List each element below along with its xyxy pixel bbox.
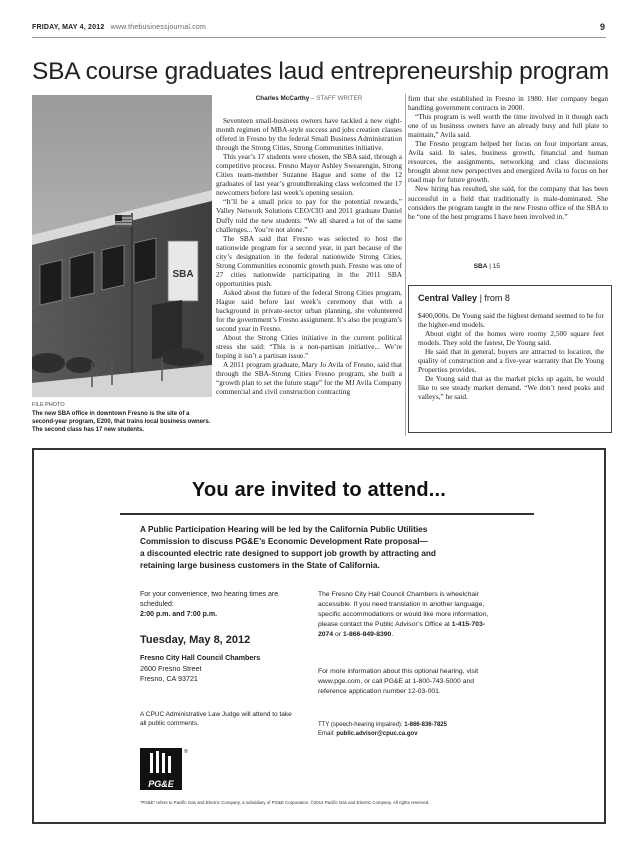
ad-footer-legal: “PG&E” refers to Pacific Gas and Electric Company, a subsidiary of PG&E Corporation. ©2012 Pacific Gas and Electric Company. All rights reserved. xyxy=(140,800,430,805)
ad-title-rule xyxy=(120,513,534,515)
paragraph: About the Strong Cities initiative in the current political stress she said: “This is a non-partisan initiative... We’re hoping it isn’t a partisan issue.” xyxy=(216,333,402,361)
sba-sign-text: SBA xyxy=(172,269,194,280)
website-link[interactable]: www.pge.com xyxy=(318,678,361,685)
paragraph: firm that she established in Fresno in 1980. Her company began handling government contracts in 2000. xyxy=(408,94,608,113)
photo-caption: The new SBA office in downtown Fresno is the site of a second-year program, E200, that trains local business owners. The second class has 17 new students. xyxy=(32,411,211,433)
paragraph: Asked about the future of the federal Strong Cities program, Hague said before last week’s ceremony that with a background in private-sector urban planning, she volunteered for the government’s Fresno assignment. It’s also the program’s second year in Fresno. xyxy=(216,287,402,334)
phone-link-2[interactable]: 1-866-849-8390 xyxy=(342,631,392,638)
header-rule xyxy=(32,37,606,38)
paragraph: “This program is well worth the time involved in it though each one of us business owners have an already busy and full plate to maintain,” Avila said. xyxy=(408,112,608,140)
reference-text: and reference application number 12-03-001. xyxy=(318,678,475,695)
ad-lead-line: a discounted electric rate designed to support job growth by attracting and xyxy=(140,548,436,558)
contact-lines xyxy=(318,721,498,738)
phone-link-1[interactable]: 1-415-703-2074 xyxy=(318,621,486,638)
paragraph: De Young said that as the market picks up again, he would like to see steady market demand. “We don’t need peaks and valleys,” he said. xyxy=(418,374,604,402)
page-header-date xyxy=(32,24,206,31)
venue-name: Fresno City Hall Council Chambers xyxy=(140,653,261,662)
hearing-address xyxy=(140,653,260,685)
ad-lead-line: Commission to discuss PG&E’s Economic Development Rate proposal— xyxy=(140,536,428,546)
column-divider xyxy=(405,94,406,436)
ad-title: You are invited to attend... xyxy=(191,479,447,501)
paragraph: New hiring has resulted, she said, for the company that has been successful in a field that traditionally is male-dominated. She considers the program taught in the new Fresno office of the SBA to be “one of the best programs I have been involved in.” xyxy=(408,184,608,221)
jump-page: | 15 xyxy=(489,263,500,270)
article-column-1 xyxy=(216,116,402,396)
paragraph: A 2011 program graduate, Mary Jo Avila of Fresno, said that through the SBA-Strong Cities Fresno program, she built a “growth plan to set the future stage” for the MJ Avila Company commercial and civil construction contracting xyxy=(216,360,402,397)
ad-lead-line: A Public Participation Hearing will be led by the California Public Utilities xyxy=(140,524,428,534)
times-value: 2:00 p.m. and 7:00 p.m. xyxy=(140,611,218,618)
email-link[interactable]: public.advisor@cpuc.ca.gov xyxy=(336,730,418,737)
photo-credit: FILE PHOTO xyxy=(32,402,65,408)
ad-lead-line: retaining large business customers in the State of California. xyxy=(140,560,380,570)
pge-logo-text: PG&E xyxy=(148,779,174,789)
access-note: The Fresno City Hall Council Chambers is wheelchair accessible. If you need translation in another language, specific accommodations or would like more information, please contact the Public Advisor’s Office at xyxy=(318,591,489,628)
or-text: or xyxy=(335,631,342,638)
judge-note: A CPUC Administrative Law Judge will attend to take all public comments. xyxy=(140,711,292,727)
sba-building-image xyxy=(32,95,212,397)
paragraph: About eight of the homes were roomy 2,500 square feet models. They sold the fastest, De Young said. xyxy=(418,329,604,348)
ad-lead-text xyxy=(140,523,520,571)
paragraph: Seventeen small-business owners have tackled a new eight-month regimen of MBA-style success and jobs creation classes offered in Fresno by the federal Small Business Administration through the Strong Cities, Strong Communities initiative. xyxy=(216,116,402,153)
continued-jump[interactable] xyxy=(408,263,608,270)
call-text: , or call PG&E at xyxy=(360,678,411,685)
paragraph: “It’ll be a small price to pay for the potential rewards,” Valley Network Solutions CEO/CIO and 2011 graduate Daniel Duffy told the new students. “We all shared a lot of the same challenges... You’re not alone.” xyxy=(216,197,402,234)
accessibility-info: The Fresno City Hall Council Chambers is wheelchair accessible. If you need translation in another language, specific accommodations or would like more information, please contact the Public Advisor’s Office at 1-415-703-2074 or 1-866-849-8390. xyxy=(318,591,489,638)
story-from: | from 8 xyxy=(479,293,510,303)
times-intro: For your convenience, two hearing times are scheduled: xyxy=(140,591,279,608)
building-photo xyxy=(32,95,212,397)
email-label: Email: xyxy=(318,730,335,737)
site-url[interactable]: www.thebusinessjournal.com xyxy=(110,24,207,31)
page-number: 9 xyxy=(599,22,605,32)
venue-street: 2600 Fresno Street xyxy=(140,663,202,673)
registered-mark: ® xyxy=(184,749,188,755)
issue-date: FRIDAY, MAY 4, 2012 xyxy=(32,24,105,31)
paragraph: He said that in general, buyers are attracted to location, the quality of construction and a five-year warranty that De Young Properties provides. xyxy=(418,347,604,375)
venue-city: Fresno, CA 93721 xyxy=(140,674,198,683)
info-intro: For more information about this optional hearing, visit xyxy=(318,668,479,675)
author-role: – STAFF WRITER xyxy=(310,95,363,102)
paragraph: The Fresno program helped her focus on four important areas, Avila said. In sales, business growth, financial and human resources, the assignments, networking and class discussions brought about new perspectives and energized Avila to focus on her road map for future growth. xyxy=(408,139,608,185)
tty-label: TTY (speech-hearing impaired): xyxy=(318,722,403,728)
continued-story-title xyxy=(418,293,510,303)
hearing-times xyxy=(140,590,305,620)
continued-story-text xyxy=(418,311,604,401)
phone-link-3[interactable]: 1-800-743-5000 xyxy=(412,678,461,685)
jump-label: SBA xyxy=(473,263,488,270)
tty-number[interactable]: 1-866-836-7825 xyxy=(404,722,447,728)
paragraph: The SBA said that Fresno was selected to host the nationwide program for a second year, in part because of the city’s designation in the federal nationwide Strong Cities, Strong Communities economic growth push. Fresno was one of 27 cities nationwide participating in the 2011 SBA opportunities push. xyxy=(216,233,402,288)
flag-icon xyxy=(115,215,132,227)
more-info xyxy=(318,667,498,697)
author-name: Charles McCarthy xyxy=(255,95,310,102)
paragraph: This year’s 17 students were chosen, the SBA said, through a competitive process. Fresno Mayor Ashley Swearengin, Strong Cities team-member Suzanne Hague and some of the 12 graduates of last year’s groundbreaking class welcomed the 17 newcomers before last week’s opening session. xyxy=(216,152,402,198)
story-title: Central Valley xyxy=(418,293,478,303)
article-column-2 xyxy=(408,94,608,221)
paragraph: $400,000s. De Young said the highest demand seemed to be for the higher-end models. xyxy=(418,311,604,330)
hearing-date: Tuesday, May 8, 2012 xyxy=(140,634,251,646)
byline xyxy=(216,95,402,102)
article-headline: SBA course graduates laud entrepreneurship program xyxy=(32,58,609,85)
